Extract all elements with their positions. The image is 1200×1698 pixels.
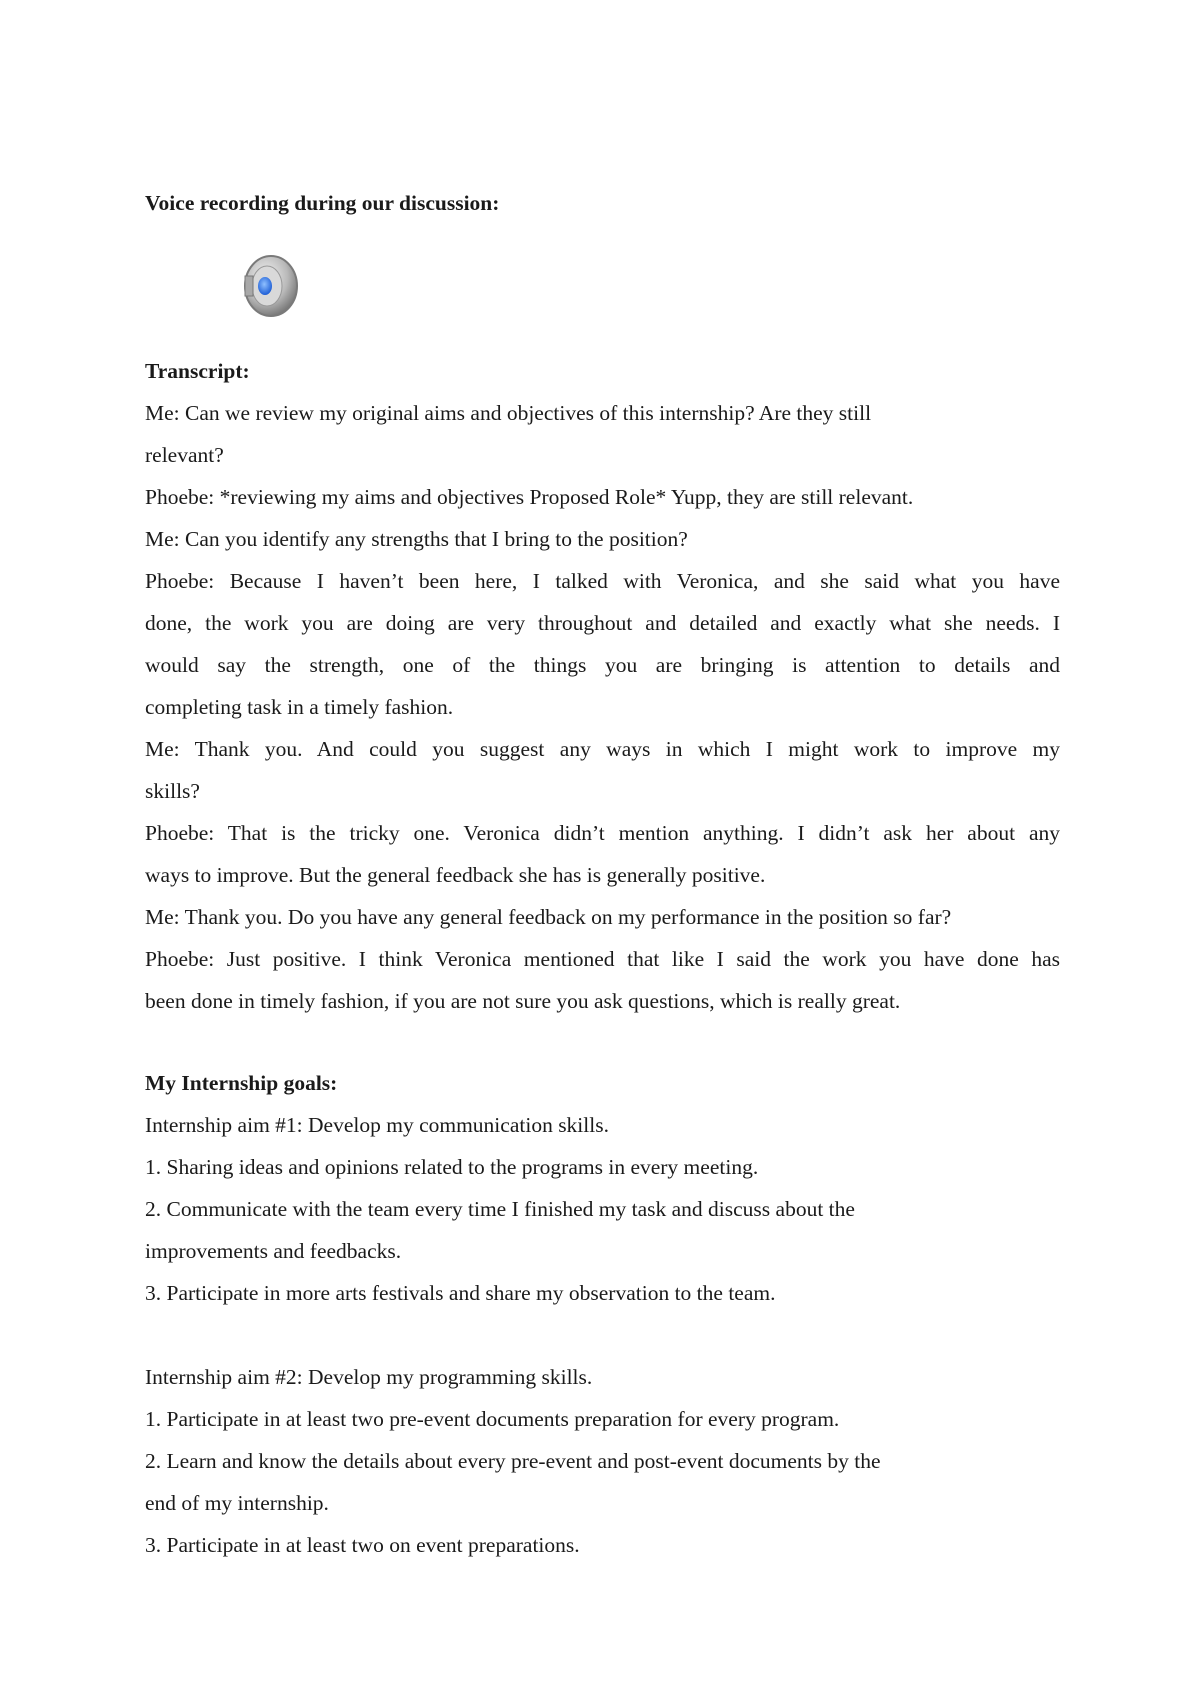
transcript-line: completing task in a timely fashion. <box>145 695 454 719</box>
aim1-item: 3. Participate in more arts festivals and share my observation to the team. <box>145 1281 776 1305</box>
transcript-line: been done in timely fashion, if you are not sure you ask questions, which is really great. <box>145 989 901 1013</box>
transcript-line: ways to improve. But the general feedback she has is generally positive. <box>145 863 766 887</box>
transcript-line: skills? <box>145 779 200 803</box>
aim1-item: 1. Sharing ideas and opinions related to the programs in every meeting. <box>145 1155 759 1179</box>
transcript-line: relevant? <box>145 443 224 467</box>
transcript-line: Me: Can we review my original aims and objectives of this internship? Are they still <box>145 401 872 425</box>
recording-heading: Voice recording during our discussion: <box>145 191 500 215</box>
transcript-heading: Transcript: <box>145 359 250 383</box>
aim1-item: improvements and feedbacks. <box>145 1239 402 1263</box>
transcript-line: Me: Can you identify any strengths that I bring to the position? <box>145 527 688 551</box>
goals-heading: My Internship goals: <box>145 1071 338 1095</box>
speaker-icon[interactable] <box>237 250 301 320</box>
aim2-item: 3. Participate in at least two on event preparations. <box>145 1533 580 1557</box>
transcript-line: Phoebe: Just positive. I think Veronica mentioned that like I said the work you have done has <box>145 947 1060 971</box>
aim1-item: 2. Communicate with the team every time I finished my task and discuss about the <box>145 1197 855 1221</box>
transcript-line: would say the strength, one of the things you are bringing is attention to details and <box>145 653 1060 677</box>
transcript-line: Phoebe: That is the tricky one. Veronica didn’t mention anything. I didn’t ask her about any <box>145 821 1060 845</box>
transcript-line: done, the work you are doing are very throughout and detailed and exactly what she needs. I <box>145 611 1060 635</box>
aim2-title: Internship aim #2: Develop my programming skills. <box>145 1365 593 1389</box>
transcript-line: Me: Thank you. Do you have any general feedback on my performance in the position so far? <box>145 905 952 929</box>
transcript-line: Me: Thank you. And could you suggest any ways in which I might work to improve my <box>145 737 1060 761</box>
aim2-item: 2. Learn and know the details about every pre-event and post-event documents by the <box>145 1449 881 1473</box>
transcript-line: Phoebe: *reviewing my aims and objectives Proposed Role* Yupp, they are still relevant. <box>145 485 914 509</box>
transcript-line: Phoebe: Because I haven’t been here, I talked with Veronica, and she said what you have <box>145 569 1060 593</box>
goals-section <box>145 1062 1060 1566</box>
aim1-title: Internship aim #1: Develop my communication skills. <box>145 1113 609 1137</box>
spacer <box>145 1314 1060 1356</box>
aim2-item: 1. Participate in at least two pre-event documents preparation for every program. <box>145 1407 840 1431</box>
aim2-item: end of my internship. <box>145 1491 329 1515</box>
transcript-section <box>145 350 1060 1022</box>
